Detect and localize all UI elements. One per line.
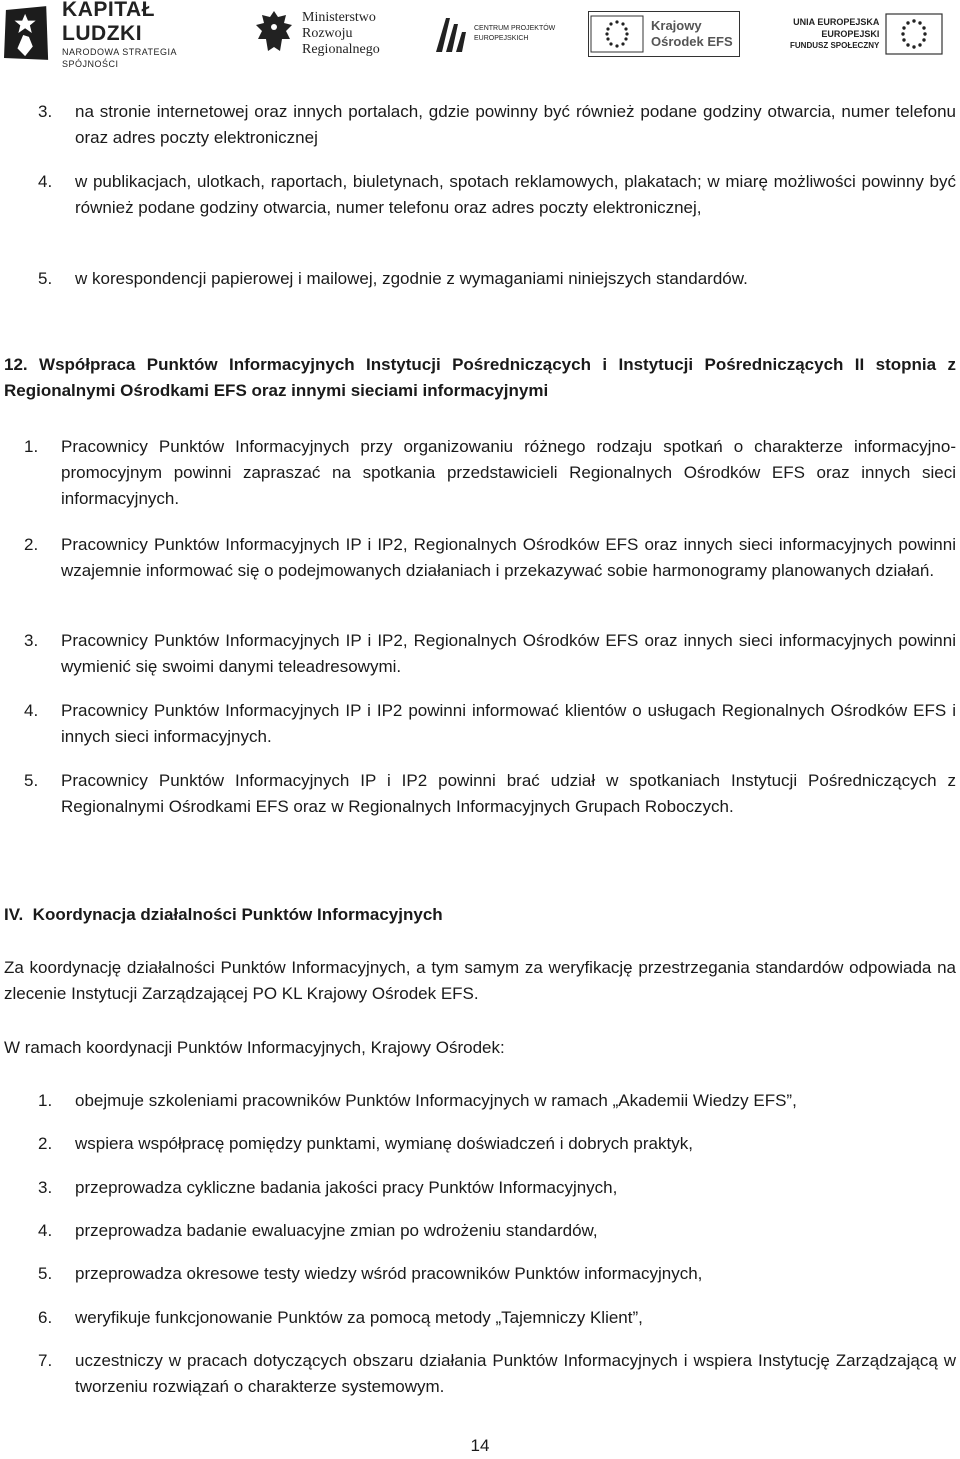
- section-iv-paragraph-1: Za koordynację działalności Punktów Informacyjnych, a tym samym za weryfikację przestrzegania standardów odpowiada na zlecenie Instytucji Zarządzającej PO KL Krajowy Ośrodek EFS.: [4, 958, 956, 1003]
- list-item: [38, 1348, 956, 1400]
- list-number: 2.: [38, 1134, 53, 1153]
- eu-line2: EUROPEJSKI: [821, 29, 880, 39]
- list-number: 4.: [38, 1221, 53, 1240]
- list-number: 5.: [38, 269, 53, 288]
- kapital-ludzki-logo: [4, 0, 234, 69]
- krajowy-line2: Ośrodek EFS: [651, 34, 733, 49]
- list-text: Pracownicy Punktów Informacyjnych IP i IP2 powinni brać udział w spotkaniach Instytucji Pośredniczących z Regionalnymi Ośrodkami EFS oraz w Regionalnych Informacyjnych Grupach Roboczych.: [61, 771, 956, 816]
- list-text: Pracownicy Punktów Informacyjnych IP i IP2 powinni informować klientów o usługach Regionalnych Ośrodków EFS i innych sieci informacyjnych.: [61, 701, 956, 746]
- list-item: [38, 1305, 956, 1331]
- list-number: 5.: [38, 1264, 53, 1283]
- list-number: 7.: [38, 1351, 53, 1370]
- list-text: obejmuje szkoleniami pracowników Punktów Informacyjnych w ramach „Akademii Wiedzy EFS”,: [75, 1091, 797, 1110]
- list-item: [38, 99, 956, 151]
- list-number: 2.: [24, 535, 39, 554]
- kapital-ludzki-subtitle: NARODOWA STRATEGIA SPÓJNOŚCI: [62, 47, 177, 69]
- list-number: 4.: [24, 701, 39, 720]
- eu-flag-icon: [885, 13, 943, 55]
- eu-flag-icon: [589, 14, 645, 54]
- eu-line3: FUNDUSZ SPOŁECZNY: [790, 41, 880, 50]
- list-text: Pracownicy Punktów Informacyjnych IP i IP2, Regionalnych Ośrodków EFS oraz innych sieci informacyjnych powinni wymienić się swoimi danymi teleadresowymi.: [61, 631, 956, 676]
- kapital-ludzki-emblem-icon: [4, 5, 50, 63]
- list-item: [24, 628, 956, 680]
- list-number: 3.: [38, 102, 53, 121]
- list-text: przeprowadza okresowe testy wiedzy wśród pracowników Punktów informacyjnych,: [75, 1264, 703, 1283]
- list-text: Pracownicy Punktów Informacyjnych przy organizowaniu różnego rodzaju spotkań o charakterze informacyjno-promocyjnym powinni zapraszać na spotkania przedstawicieli Regionalnych Ośrodków EFS oraz innych sieci informacyjnych.: [61, 437, 956, 508]
- list-text: wspiera współpracę pomiędzy punktami, wymianę doświadczeń i dobrych praktyk,: [75, 1134, 693, 1153]
- ministry-line2: Rozwoju: [302, 26, 353, 41]
- section-iv-paragraph-2: W ramach koordynacji Punktów Informacyjnych, Krajowy Ośrodek:: [4, 1038, 505, 1057]
- list-item: [24, 698, 956, 750]
- ministry-line1: Ministerstwo: [302, 10, 376, 25]
- list-item: [38, 1131, 956, 1157]
- list-text: w korespondencji papierowej i mailowej, zgodnie z wymaganiami niniejszych standardów.: [75, 269, 748, 288]
- krajowy-line1: Krajowy: [651, 18, 702, 33]
- list-item: [38, 266, 956, 292]
- list-number: 1.: [24, 437, 39, 456]
- eagle-emblem-icon: [252, 7, 296, 61]
- list-item: [38, 169, 956, 221]
- krajowy-osrodek-logo: [588, 4, 748, 64]
- cpe-line1: CENTRUM PROJEKTÓW: [474, 25, 556, 32]
- list-item: [38, 1218, 956, 1244]
- list-item: [24, 434, 956, 512]
- cpe-logo: [432, 4, 562, 64]
- list-text: w publikacjach, ulotkach, raportach, biuletynach, spotach reklamowych, plakatach; w miarę możliwości powinny być również podane godziny otwarcia, numer telefonu oraz adres poczty elektronicznej,: [75, 172, 956, 217]
- list-item: [38, 1261, 956, 1287]
- list-item: [38, 1175, 956, 1201]
- ministry-logo: [252, 4, 402, 64]
- kapital-ludzki-title: KAPITAŁ LUDZKI: [62, 0, 155, 45]
- list-item: [24, 532, 956, 584]
- list-item: [38, 1088, 956, 1114]
- list-number: 5.: [24, 771, 39, 790]
- list-number: 4.: [38, 172, 53, 191]
- list-item: [24, 768, 956, 820]
- eu-line1: UNIA EUROPEJSKA: [793, 17, 880, 27]
- list-number: 3.: [38, 1178, 53, 1197]
- header-logos: [0, 0, 960, 70]
- list-text: przeprowadza badanie ewaluacyjne zmian po wdrożeniu standardów,: [75, 1221, 598, 1240]
- cpe-line2: EUROPEJSKICH: [474, 35, 529, 42]
- list-number: 6.: [38, 1308, 53, 1327]
- list-text: przeprowadza cykliczne badania jakości pracy Punktów Informacyjnych,: [75, 1178, 618, 1197]
- section-iv-heading: IV. Koordynacja działalności Punktów Informacyjnych: [4, 905, 443, 924]
- eu-efs-logo: [790, 4, 960, 64]
- cpe-emblem-icon: [432, 12, 472, 56]
- list-number: 3.: [24, 631, 39, 650]
- section-12-heading: 12. Współpraca Punktów Informacyjnych Instytucji Pośredniczących i Instytucji Pośredniczących II stopnia z Regionalnymi Ośrodkami EFS oraz innymi sieciami informacyjnymi: [4, 355, 956, 400]
- ministry-line3: Regionalnego: [302, 42, 380, 57]
- page-number: 14: [470, 1436, 490, 1455]
- list-text: weryfikuje funkcjonowanie Punktów za pomocą metody „Tajemniczy Klient”,: [75, 1308, 643, 1327]
- list-text: na stronie internetowej oraz innych portalach, gdzie powinny być również podane godziny otwarcia, numer telefonu oraz adres poczty elektronicznej: [75, 102, 956, 147]
- list-number: 1.: [38, 1091, 53, 1110]
- list-text: uczestniczy w pracach dotyczących obszaru działania Punktów Informacyjnych i wspiera Instytucję Zarządzającą w tworzeniu rozwiązań o charakterze systemowym.: [75, 1351, 956, 1396]
- list-text: Pracownicy Punktów Informacyjnych IP i IP2, Regionalnych Ośrodków EFS oraz innych sieci informacyjnych powinni wzajemnie informować się o podejmowanych działaniach i przekazywać sobie harmonogramy planowanych działań.: [61, 535, 956, 580]
